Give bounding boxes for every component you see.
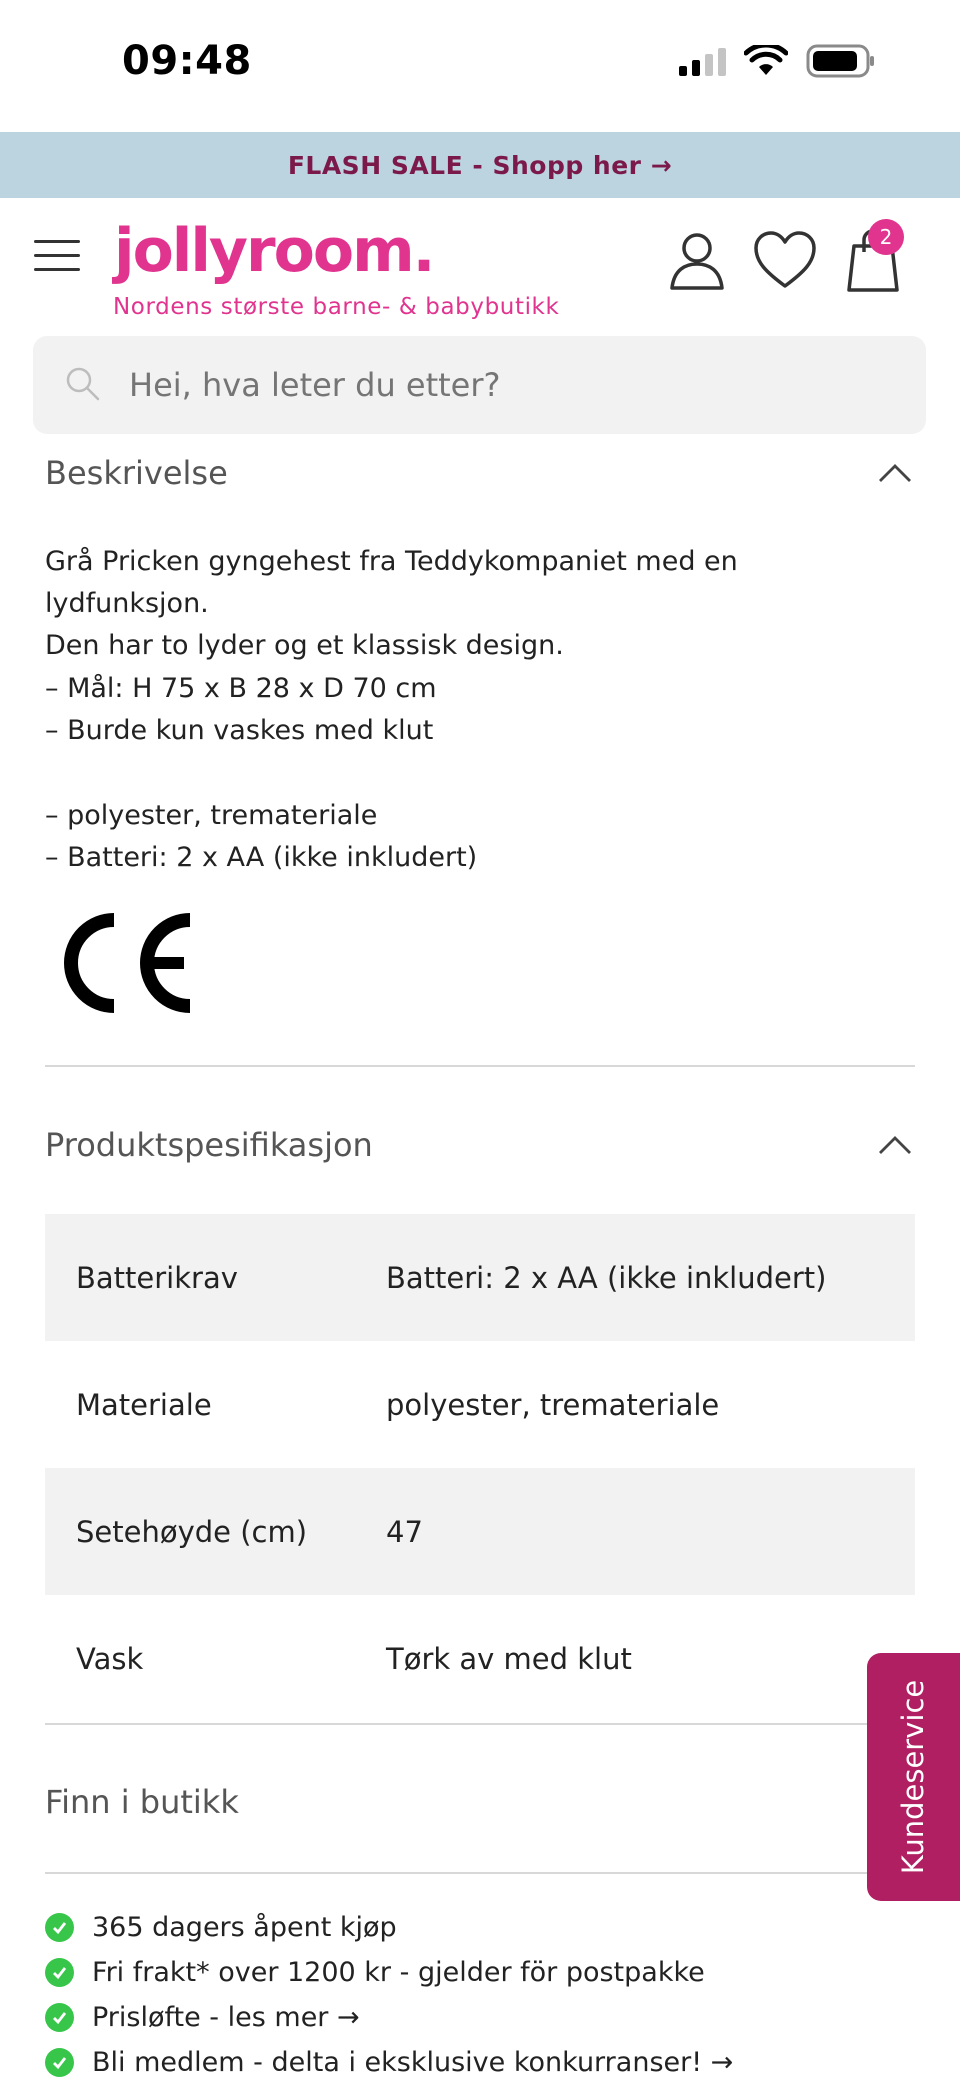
description-section-header[interactable] — [45, 448, 915, 498]
usp-item[interactable] — [45, 2047, 733, 2078]
ce-mark-icon — [48, 910, 196, 1016]
usp-link-text[interactable]: Prisløfte - les mer → — [92, 2002, 360, 2033]
wifi-icon — [744, 45, 788, 77]
description-specs-list: – Mål: H 75 x B 28 x D 70 cm – Burde kun vaskes med klut — [45, 673, 437, 746]
check-circle-icon — [45, 2003, 74, 2032]
check-circle-icon — [45, 2048, 74, 2077]
specification-title: Produktspesifikasjon — [45, 1126, 373, 1164]
spec-label: Vask — [76, 1641, 144, 1676]
section-divider — [45, 1065, 915, 1067]
section-divider — [45, 1872, 915, 1874]
usp-item — [45, 1957, 705, 1988]
table-row — [45, 1468, 915, 1595]
find-in-store-title: Finn i butikk — [45, 1783, 239, 1821]
usp-item[interactable] — [45, 2002, 360, 2033]
usp-link-text[interactable]: Bli medlem - delta i eksklusive konkurranser! → — [92, 2047, 734, 2078]
search-bar[interactable] — [33, 336, 926, 434]
spec-label: Materiale — [76, 1387, 212, 1422]
flash-sale-text: FLASH SALE - Shopp her → — [287, 150, 673, 180]
account-icon[interactable] — [665, 228, 729, 292]
logo[interactable]: jollyroom. — [114, 216, 434, 286]
battery-icon — [806, 44, 876, 78]
customer-service-label: Kundeservice — [896, 1679, 931, 1875]
search-input[interactable] — [129, 336, 889, 434]
spec-label: Setehøyde (cm) — [76, 1514, 308, 1549]
specification-section-header[interactable] — [45, 1120, 915, 1170]
description-material-list: – polyester, tremateriale – Batteri: 2 x AA (ikke inkludert) — [45, 800, 478, 873]
check-circle-icon — [45, 1958, 74, 1987]
chevron-up-icon[interactable] — [875, 453, 915, 493]
section-divider — [45, 1723, 915, 1725]
check-circle-icon — [45, 1913, 74, 1942]
tagline: Nordens største barne- & babybutikk — [113, 294, 560, 320]
table-row — [45, 1214, 915, 1341]
customer-service-tab[interactable] — [867, 1653, 960, 1901]
usp-item — [45, 1912, 397, 1943]
description-title: Beskrivelse — [45, 454, 228, 492]
spec-value: 47 — [386, 1514, 423, 1549]
table-row — [45, 1595, 915, 1722]
wishlist-heart-icon[interactable] — [752, 228, 818, 292]
usp-text: 365 dagers åpent kjøp — [92, 1912, 397, 1943]
cart-count-badge: 2 — [868, 219, 904, 255]
find-in-store-section-header[interactable] — [45, 1777, 915, 1827]
spec-value: Batteri: 2 x AA (ikke inkludert) — [386, 1260, 827, 1295]
chevron-up-icon[interactable] — [875, 1125, 915, 1165]
hamburger-menu-icon[interactable] — [34, 240, 80, 274]
usp-text: Fri frakt* over 1200 kr - gjelder för postpakke — [92, 1957, 705, 1988]
search-icon — [63, 364, 103, 404]
flash-sale-banner[interactable] — [0, 132, 960, 198]
spec-value: Tørk av med klut — [386, 1641, 632, 1676]
status-icons — [679, 44, 876, 78]
table-row — [45, 1341, 915, 1468]
site-header — [0, 198, 960, 328]
description-intro: Grå Pricken gyngehest fra Teddykompaniet med en lydfunksjon. Den har to lyder og et klassisk design. — [45, 546, 738, 661]
status-time: 09:48 — [122, 38, 252, 84]
spec-label: Batterikrav — [76, 1260, 238, 1295]
cellular-signal-icon — [679, 46, 726, 76]
status-bar — [0, 0, 960, 132]
spec-value: polyester, tremateriale — [386, 1387, 720, 1422]
